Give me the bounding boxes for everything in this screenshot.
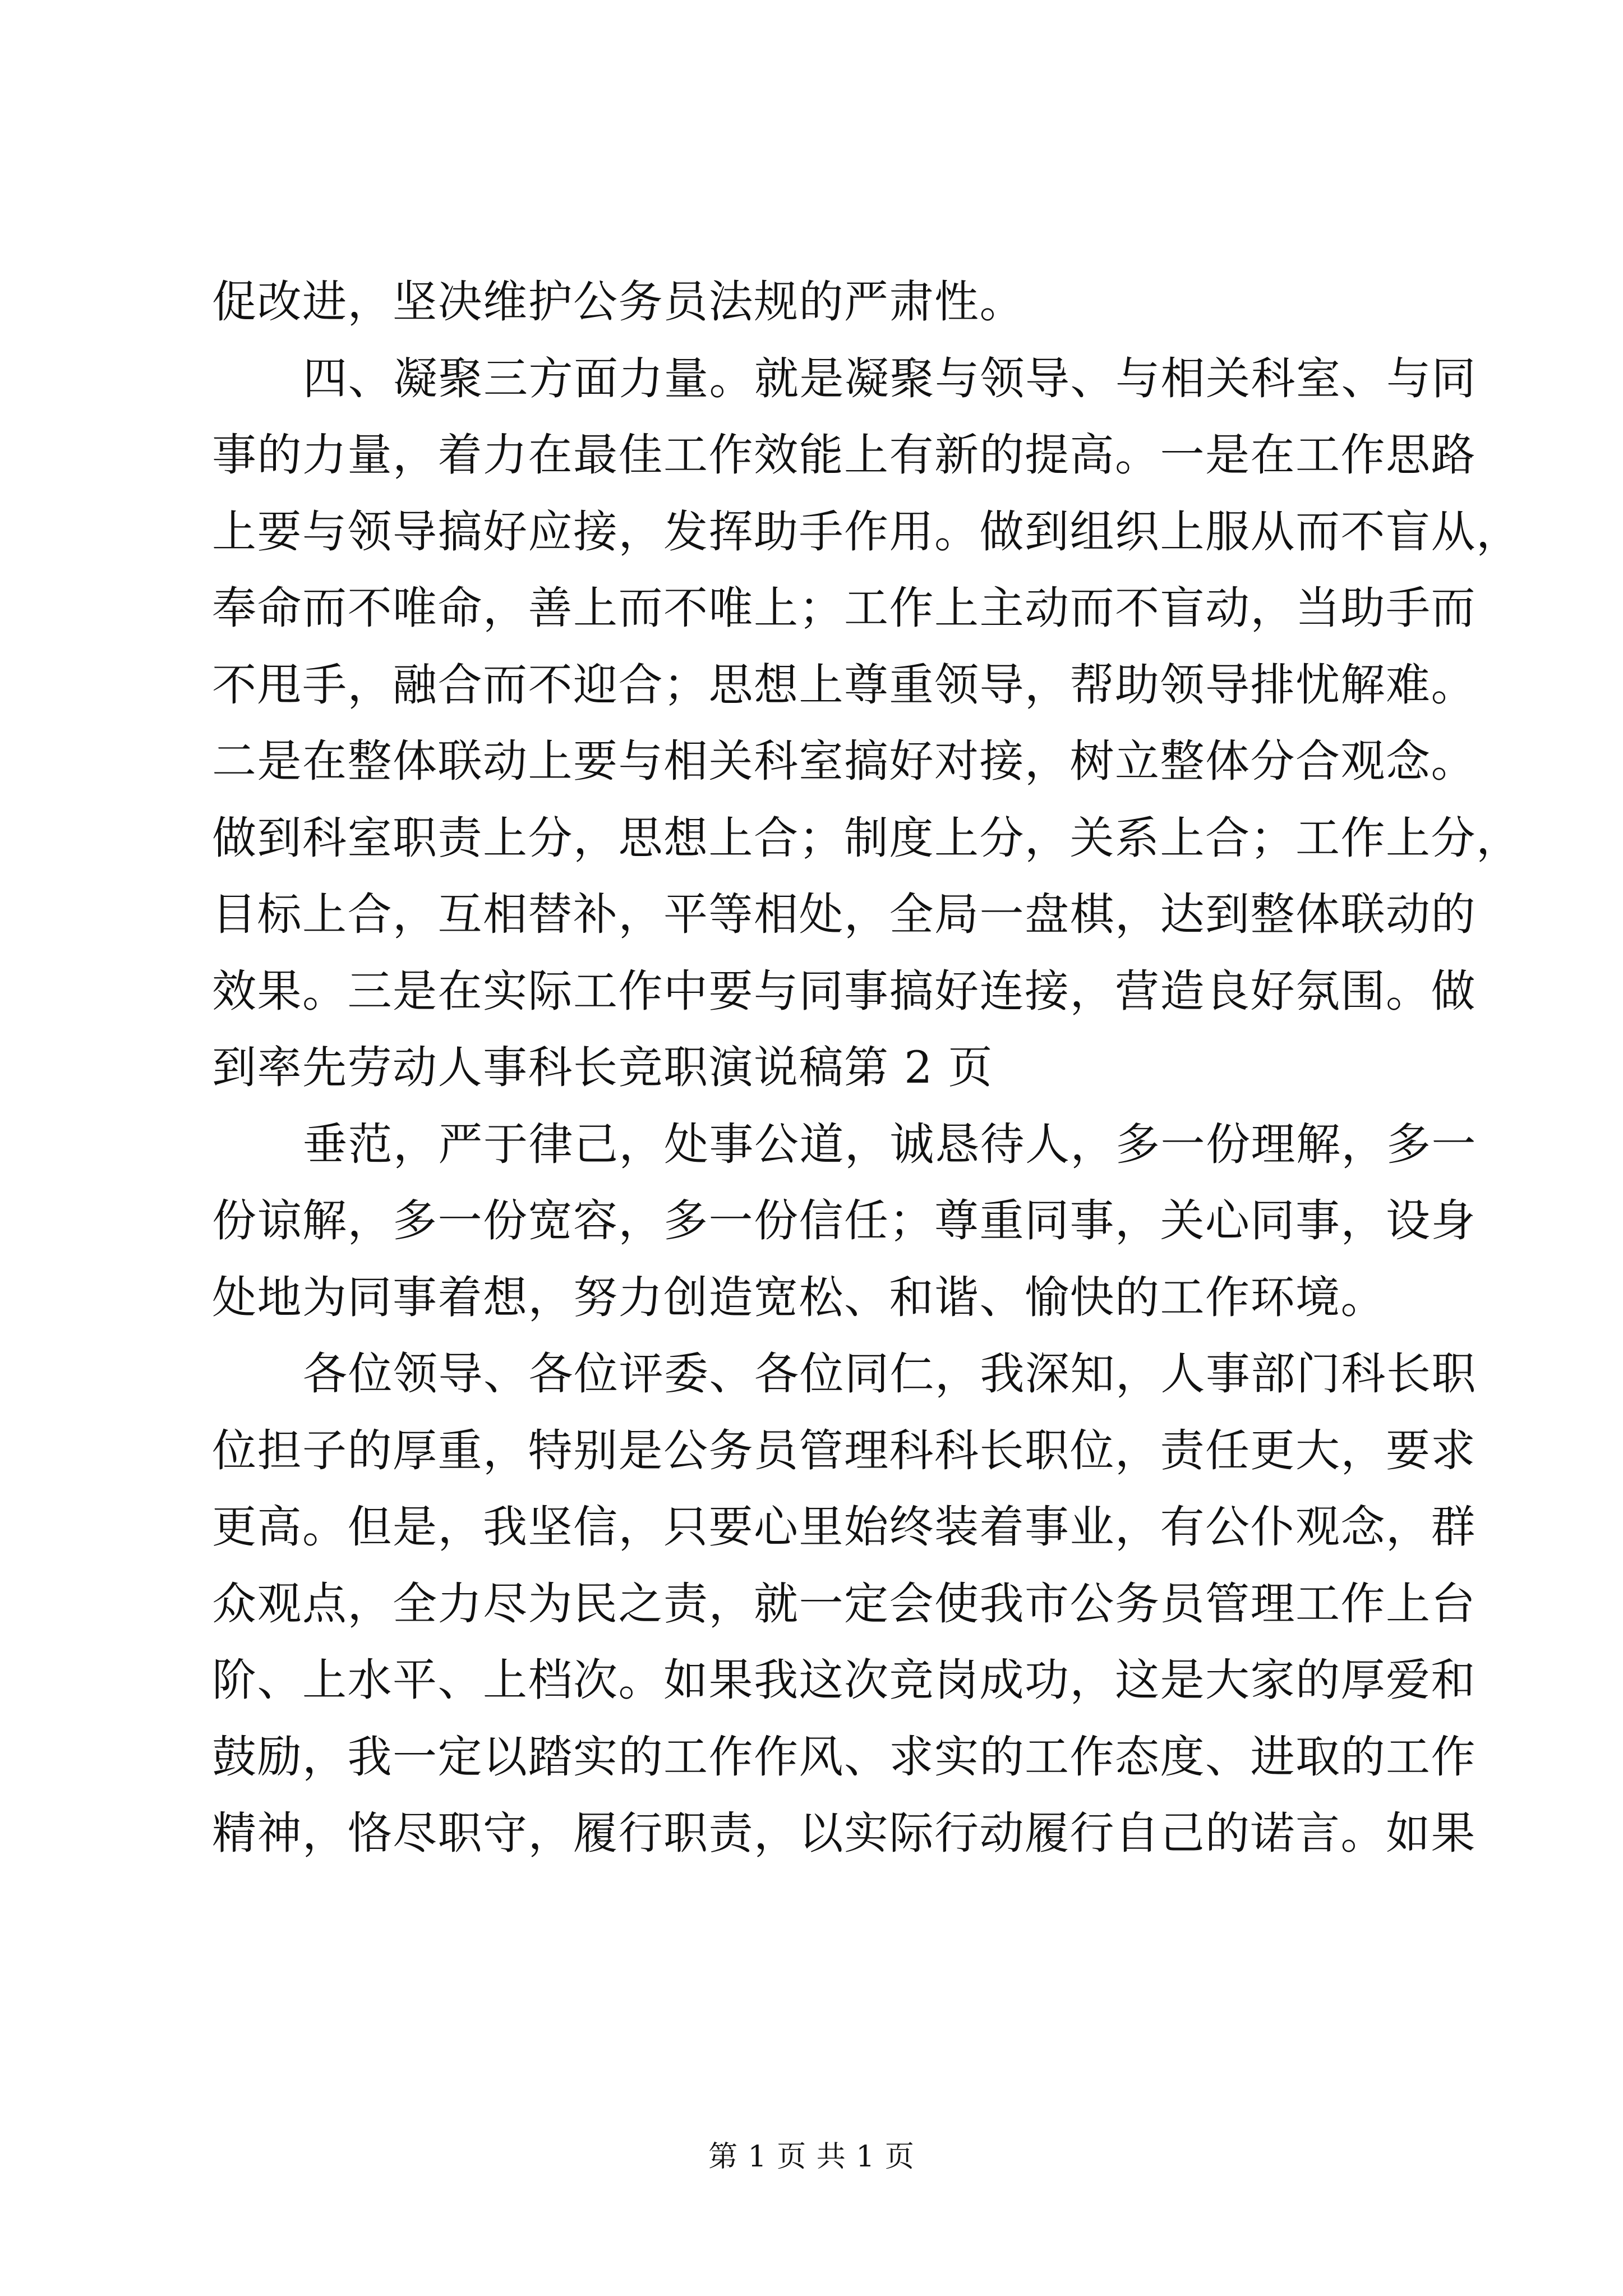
text-line: 阶、上水平、上档次。如果我这次竞岗成功，这是大家的厚爱和 [212, 1654, 1476, 1706]
paragraph-start-line: 各位领导、各位评委、各位同仁，我深知，人事部门科长职 [303, 1348, 1477, 1400]
text-line: 鼓励，我一定以踏实的工作作风、求实的工作态度、进取的工作 [212, 1731, 1476, 1783]
text-line: 到率先劳动人事科长竞职演说稿第 2 页 [212, 1042, 993, 1093]
text-line: 做到科室职责上分，思想上合；制度上分，关系上合；工作上分， [212, 812, 1521, 864]
text-line: 二是在整体联动上要与相关科室搞好对接，树立整体分合观念。 [212, 735, 1476, 787]
text-line: 事的力量，着力在最佳工作效能上有新的提高。一是在工作思路 [212, 429, 1476, 481]
text-line: 促改进，坚决维护公务员法规的严肃性。 [212, 276, 1025, 328]
paragraph-start-line: 垂范，严于律己，处事公道，诚恳待人，多一份理解，多一 [303, 1118, 1477, 1170]
text-line: 上要与领导搞好应接，发挥助手作用。做到组织上服从而不盲从， [212, 505, 1521, 558]
text-line: 精神，恪尽职守，履行职责，以实际行动履行自己的诺言。如果 [212, 1807, 1476, 1859]
text-line: 位担子的厚重，特别是公务员管理科科长职位，责任更大，要求 [212, 1424, 1476, 1476]
text-line: 奉命而不唯命，善上而不唯上；工作上主动而不盲动，当助手而 [212, 582, 1476, 634]
document-body [212, 264, 1521, 1872]
text-line: 更高。但是，我坚信，只要心里始终装着事业，有公仆观念，群 [212, 1501, 1476, 1553]
text-line: 处地为同事着想，努力创造宽松、和谐、愉快的工作环境。 [212, 1271, 1386, 1323]
paragraph-start-line: 四、凝聚三方面力量。就是凝聚与领导、与相关科室、与同 [303, 352, 1477, 404]
text-line: 众观点，全力尽为民之责，就一定会使我市公务员管理工作上台 [212, 1577, 1476, 1630]
page-number-indicator: 第 1 页 共 1 页 [708, 2140, 915, 2174]
text-line: 不甩手，融合而不迎合；思想上尊重领导，帮助领导排忧解难。 [212, 659, 1476, 711]
text-line: 效果。三是在实际工作中要与同事搞好连接，营造良好氛围。做 [212, 965, 1476, 1017]
page-footer [0, 2140, 1623, 2174]
text-line: 目标上合，互相替补，平等相处，全局一盘棋，达到整体联动的 [212, 889, 1476, 940]
text-line: 份谅解，多一份宽容，多一份信任；尊重同事，关心同事，设身 [212, 1195, 1476, 1246]
